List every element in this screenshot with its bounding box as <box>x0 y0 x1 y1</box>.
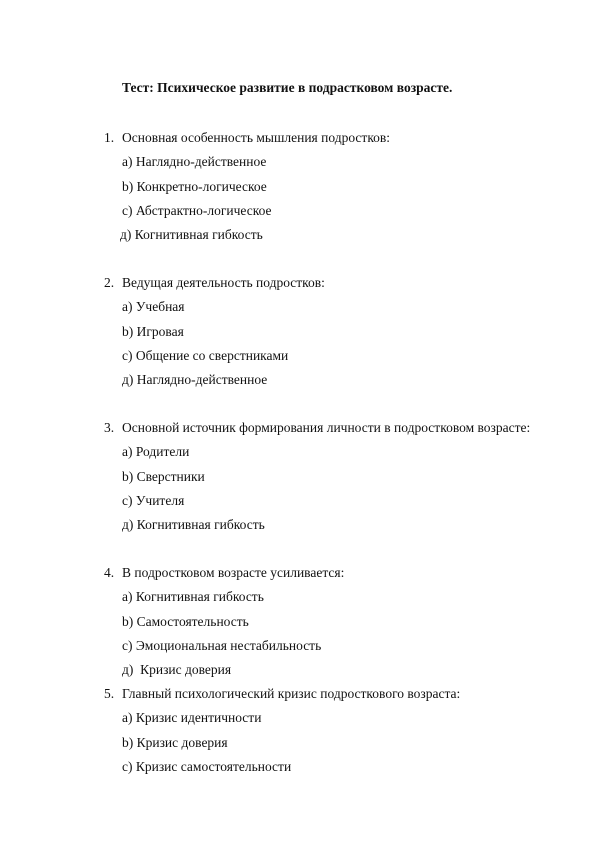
question-number: 4. <box>104 565 115 580</box>
question-line <box>0 561 596 585</box>
question-5 <box>0 682 596 779</box>
question-number: 1. <box>104 130 115 145</box>
question-number: 2. <box>104 275 115 290</box>
answer-option: а) Родители <box>122 444 190 460</box>
question-line <box>0 126 596 150</box>
answer-option: b) Игровая <box>122 323 184 339</box>
test-title: Тест: Психическое развитие в подрастковом возрасте. <box>122 80 453 95</box>
answer-option: д) Когнитивная гибкость <box>120 227 263 243</box>
question-line <box>0 271 596 295</box>
question-2 <box>0 271 596 392</box>
question-line <box>0 682 596 706</box>
answer-option: c) Эмоциональная нестабильность <box>122 637 322 653</box>
question-text: Основной источник формирования личности в подростковом возрасте: <box>122 420 531 435</box>
answer-option: b) Конкретно-логическое <box>122 178 267 194</box>
question-text: Основная особенность мышления подростков: <box>122 130 391 145</box>
question-text: В подростковом возрасте усиливается: <box>122 565 345 580</box>
answer-option: а) Наглядно-действенное <box>122 154 267 170</box>
answer-option: а) Кризис идентичности <box>122 710 262 726</box>
answer-option: c) Кризис самостоятельности <box>122 758 292 774</box>
answer-option: д) Кризис доверия <box>122 662 232 678</box>
answer-option: c) Учителя <box>122 492 185 508</box>
answer-option: b) Кризис доверия <box>122 734 228 750</box>
question-text: Главный психологический кризис подросткового возраста: <box>122 686 461 701</box>
question-3 <box>0 416 596 537</box>
question-number: 5. <box>104 686 115 701</box>
answer-option: а) Учебная <box>122 299 185 315</box>
question-1 <box>0 126 596 247</box>
answer-option: д) Когнитивная гибкость <box>122 517 265 533</box>
answer-option: д) Наглядно-действенное <box>122 372 268 388</box>
question-text: Ведущая деятельность подростков: <box>122 275 325 290</box>
question-number: 3. <box>104 420 115 435</box>
answer-option: c) Абстрактно-логическое <box>122 202 272 218</box>
answer-option: а) Когнитивная гибкость <box>122 589 264 605</box>
question-line <box>0 416 596 440</box>
answer-option: c) Общение со сверстниками <box>122 347 289 363</box>
answer-option: b) Сверстники <box>122 468 205 484</box>
question-4 <box>0 561 596 682</box>
answer-option: b) Самостоятельность <box>122 613 249 629</box>
